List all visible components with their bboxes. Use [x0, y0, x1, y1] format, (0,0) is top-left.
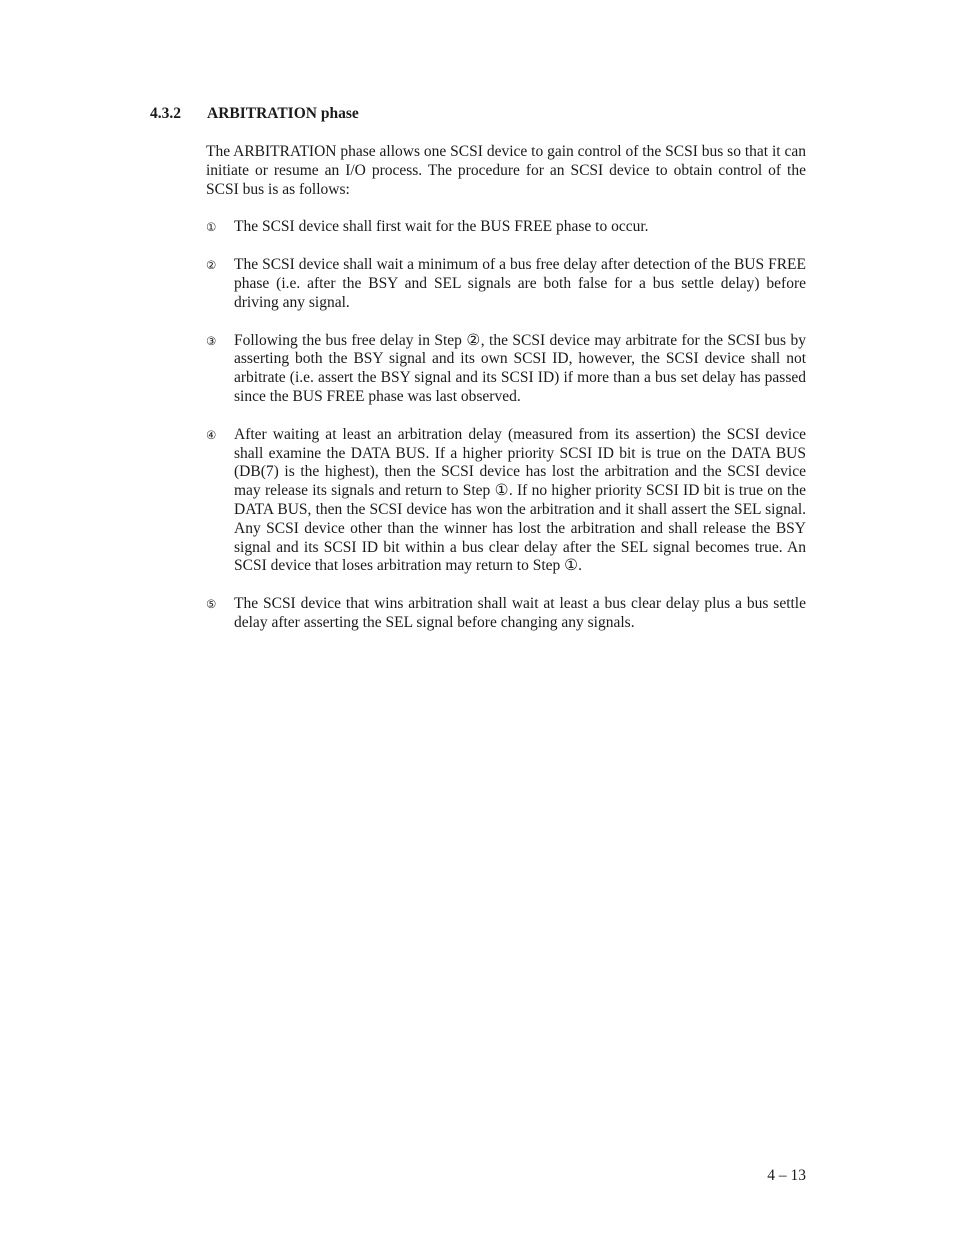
section-title: ARBITRATION phase — [207, 105, 359, 122]
step-item-1 — [206, 218, 806, 237]
step-marker: ② — [206, 258, 217, 273]
step-text: The SCSI device shall first wait for the BUS FREE phase to occur. — [234, 218, 649, 236]
step-text: The SCSI device that wins arbitration shall wait at least a bus clear delay plus a bus settle delay after asserting the SEL signal before changing any signals. — [234, 595, 806, 631]
intro-paragraph: The ARBITRATION phase allows one SCSI device to gain control of the SCSI bus so that it can initiate or resume an I/O process. The procedure for an SCSI device to obtain control of the SCSI bus is as follows: — [206, 143, 806, 198]
step-marker: ① — [206, 220, 217, 235]
step-marker: ④ — [206, 427, 217, 442]
section-body — [206, 143, 806, 652]
section-heading — [150, 104, 359, 124]
step-text: After waiting at least an arbitration delay (measured from its assertion) the SCSI device shall examine the DATA BUS. If a higher priority SCSI ID bit is true on the DATA BUS (DB(7) is the highest), then the SCSI device has lost the arbitration and the SCSI device may release its signals and return to Step ①. If no higher priority SCSI ID bit is true on the DATA BUS, then the SCSI device has won the arbitration and it shall assert the SEL signal. Any SCSI device other than the winner has lost the arbitration and shall release the BSY signal and its SCSI ID bit within a bus clear delay after the SEL signal becomes true. An SCSI device that loses arbitration may return to Step ①. — [234, 425, 806, 575]
section-number: 4.3.2 — [150, 105, 181, 122]
step-text: Following the bus free delay in Step ②, the SCSI device may arbitrate for the SCSI bus by asserting both the BSY signal and its own SCSI ID, however, the SCSI device shall not arbitrate (i.e. assert the BSY signal and its SCSI ID) if more than a bus set delay has passed since the BUS FREE phase was last observed. — [234, 331, 806, 405]
step-item-4 — [206, 426, 806, 576]
step-text: The SCSI device shall wait a minimum of a bus free delay after detection of the BUS FREE phase (i.e. after the BSY and SEL signals are both false for a bus settle delay) before driving any signal. — [234, 256, 806, 311]
step-marker: ⑤ — [206, 597, 217, 612]
step-item-5 — [206, 595, 806, 633]
step-item-3 — [206, 332, 806, 407]
step-marker: ③ — [206, 333, 217, 348]
step-item-2 — [206, 256, 806, 312]
page-number: 4 – 13 — [767, 1167, 806, 1184]
